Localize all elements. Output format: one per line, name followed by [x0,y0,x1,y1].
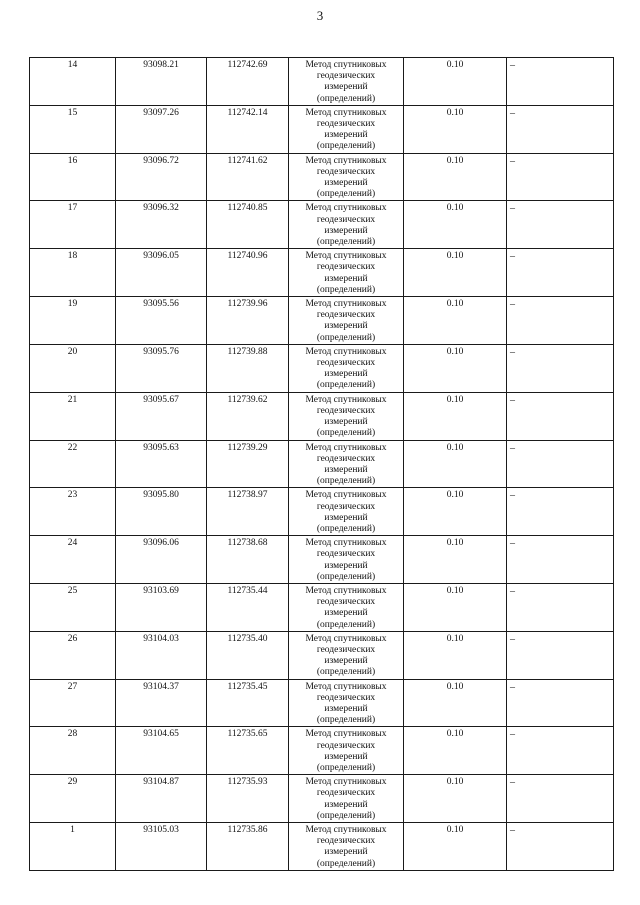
method-line: геодезических [316,501,376,512]
x-coordinate-cell: 93104.03 [116,631,207,679]
accuracy-cell: 0.10 [404,583,507,631]
method-line: (определений) [316,476,376,487]
method-line: измерений [324,369,368,380]
description-cell: – [507,823,614,871]
accuracy-cell: 0.10 [404,344,507,392]
description-cell: – [507,105,614,153]
method-line: геодезических [316,549,376,560]
method-line: измерений [324,799,368,810]
method-line: (определений) [316,523,376,534]
coordinates-table [29,57,614,871]
accuracy-cell: 0.10 [404,297,507,345]
method-line: Метод спутниковых [305,394,387,405]
method-cell [289,392,404,440]
method-line: геодезических [316,836,376,847]
table-row [30,679,614,727]
method-cell [289,105,404,153]
y-coordinate-cell: 112742.14 [207,105,289,153]
method-cell [289,583,404,631]
accuracy-cell: 0.10 [404,249,507,297]
method-line: (определений) [316,141,376,152]
method-cell [289,823,404,871]
accuracy-cell: 0.10 [404,775,507,823]
method-line: измерений [324,608,368,619]
method-cell [289,536,404,584]
x-coordinate-cell: 93104.65 [116,727,207,775]
method-line: Метод спутниковых [305,825,387,835]
point-number-cell: 16 [30,153,116,201]
point-number-cell: 28 [30,727,116,775]
description-cell: – [507,440,614,488]
description-cell: – [507,153,614,201]
accuracy-cell: 0.10 [404,488,507,536]
point-number-cell: 14 [30,58,116,106]
accuracy-cell: 0.10 [404,105,507,153]
description-cell: – [507,58,614,106]
method-cell [289,201,404,249]
table-row [30,488,614,536]
method-line: (определений) [316,380,376,391]
method-line: измерений [324,178,368,189]
table-row [30,583,614,631]
table-row [30,105,614,153]
method-cell [289,727,404,775]
method-line: геодезических [316,214,376,225]
method-cell [289,249,404,297]
y-coordinate-cell: 112739.62 [207,392,289,440]
method-line: Метод спутниковых [305,107,387,118]
method-line: Метод спутниковых [305,729,387,740]
accuracy-cell: 0.10 [404,58,507,106]
method-line: геодезических [316,358,376,369]
method-cell [289,297,404,345]
table-row [30,727,614,775]
description-cell: – [507,631,614,679]
accuracy-cell: 0.10 [404,679,507,727]
method-line: геодезических [316,310,376,321]
method-line: Метод спутниковых [305,585,387,596]
method-line: (определений) [316,237,376,248]
method-line: (определений) [316,858,376,869]
table-row [30,249,614,297]
description-cell: – [507,392,614,440]
accuracy-cell: 0.10 [404,392,507,440]
y-coordinate-cell: 112735.93 [207,775,289,823]
y-coordinate-cell: 112735.44 [207,583,289,631]
x-coordinate-cell: 93104.87 [116,775,207,823]
y-coordinate-cell: 112740.85 [207,201,289,249]
point-number-cell: 29 [30,775,116,823]
x-coordinate-cell: 93096.05 [116,249,207,297]
method-cell [289,58,404,106]
coordinates-table-body [30,58,614,871]
method-cell [289,679,404,727]
table-row [30,58,614,106]
y-coordinate-cell: 112739.96 [207,297,289,345]
x-coordinate-cell: 93095.67 [116,392,207,440]
description-cell: – [507,344,614,392]
description-cell: – [507,201,614,249]
point-number-cell: 19 [30,297,116,345]
method-line: (определений) [316,93,376,104]
x-coordinate-cell: 93097.26 [116,105,207,153]
description-cell: – [507,536,614,584]
point-number-cell: 23 [30,488,116,536]
y-coordinate-cell: 112735.40 [207,631,289,679]
accuracy-cell: 0.10 [404,153,507,201]
y-coordinate-cell: 112742.69 [207,58,289,106]
method-line: Метод спутниковых [305,251,387,262]
method-line: Метод спутниковых [305,681,387,692]
method-line: (определений) [316,189,376,200]
method-cell [289,631,404,679]
table-row [30,775,614,823]
y-coordinate-cell: 112741.62 [207,153,289,201]
point-number-cell: 18 [30,249,116,297]
accuracy-cell: 0.10 [404,440,507,488]
description-cell: – [507,727,614,775]
method-line: (определений) [316,667,376,678]
description-cell: – [507,583,614,631]
method-line: Метод спутниковых [305,442,387,453]
table-row [30,631,614,679]
x-coordinate-cell: 93098.21 [116,58,207,106]
method-line: (определений) [316,762,376,773]
method-line: геодезических [316,71,376,82]
point-number-cell: 1 [30,823,116,871]
y-coordinate-cell: 112735.45 [207,679,289,727]
method-cell [289,440,404,488]
x-coordinate-cell: 93095.56 [116,297,207,345]
y-coordinate-cell: 112735.65 [207,727,289,775]
y-coordinate-cell: 112738.97 [207,488,289,536]
method-line: измерений [324,656,368,667]
method-line: измерений [324,225,368,236]
method-line: (определений) [316,284,376,295]
method-line: (определений) [316,428,376,439]
method-line: измерений [324,130,368,141]
x-coordinate-cell: 93096.06 [116,536,207,584]
accuracy-cell: 0.10 [404,201,507,249]
method-line: измерений [324,464,368,475]
point-number-cell: 27 [30,679,116,727]
method-line: измерений [324,512,368,523]
x-coordinate-cell: 93095.80 [116,488,207,536]
accuracy-cell: 0.10 [404,631,507,679]
description-cell: – [507,249,614,297]
point-number-cell: 26 [30,631,116,679]
table-row [30,344,614,392]
method-line: измерений [324,82,368,93]
table-row [30,440,614,488]
method-cell [289,153,404,201]
description-cell: – [507,775,614,823]
y-coordinate-cell: 112738.68 [207,536,289,584]
method-line: (определений) [316,715,376,726]
x-coordinate-cell: 93103.69 [116,583,207,631]
table-row [30,153,614,201]
method-line: измерений [324,273,368,284]
method-line: измерений [324,560,368,571]
method-line: геодезических [316,644,376,655]
method-line: геодезических [316,166,376,177]
method-line: Метод спутниковых [305,60,387,70]
description-cell: – [507,679,614,727]
point-number-cell: 24 [30,536,116,584]
description-cell: – [507,488,614,536]
x-coordinate-cell: 93104.37 [116,679,207,727]
method-line: (определений) [316,571,376,582]
page-number: 3 [316,8,324,23]
point-number-cell: 15 [30,105,116,153]
method-line: измерений [324,321,368,332]
accuracy-cell: 0.10 [404,823,507,871]
method-line: геодезических [316,453,376,464]
method-line: Метод спутниковых [305,633,387,644]
x-coordinate-cell: 93096.32 [116,201,207,249]
x-coordinate-cell: 93105.03 [116,823,207,871]
table-row [30,536,614,584]
y-coordinate-cell: 112739.29 [207,440,289,488]
method-line: Метод спутниковых [305,490,387,501]
point-number-cell: 20 [30,344,116,392]
method-line: геодезических [316,740,376,751]
method-line: геодезических [316,788,376,799]
x-coordinate-cell: 93095.63 [116,440,207,488]
x-coordinate-cell: 93095.76 [116,344,207,392]
method-line: измерений [324,417,368,428]
method-cell [289,775,404,823]
accuracy-cell: 0.10 [404,536,507,584]
method-line: (определений) [316,332,376,343]
y-coordinate-cell: 112740.96 [207,249,289,297]
method-line: Метод спутниковых [305,538,387,549]
table-row [30,297,614,345]
accuracy-cell: 0.10 [404,727,507,775]
method-line: Метод спутниковых [305,155,387,166]
method-cell [289,488,404,536]
point-number-cell: 21 [30,392,116,440]
method-cell [289,344,404,392]
method-line: измерений [324,703,368,714]
y-coordinate-cell: 112739.88 [207,344,289,392]
method-line: Метод спутниковых [305,203,387,214]
method-line: геодезических [316,405,376,416]
method-line: геодезических [316,119,376,130]
method-line: Метод спутниковых [305,346,387,357]
method-line: (определений) [316,619,376,630]
table-row [30,201,614,249]
x-coordinate-cell: 93096.72 [116,153,207,201]
point-number-cell: 25 [30,583,116,631]
table-row [30,823,614,871]
table-row [30,392,614,440]
method-line: геодезических [316,597,376,608]
method-line: Метод спутниковых [305,299,387,310]
method-line: Метод спутниковых [305,777,387,788]
method-line: геодезических [316,262,376,273]
method-line: (определений) [316,810,376,821]
point-number-cell: 17 [30,201,116,249]
method-line: измерений [324,847,368,858]
y-coordinate-cell: 112735.86 [207,823,289,871]
point-number-cell: 22 [30,440,116,488]
description-cell: – [507,297,614,345]
method-line: измерений [324,751,368,762]
method-line: геодезических [316,692,376,703]
